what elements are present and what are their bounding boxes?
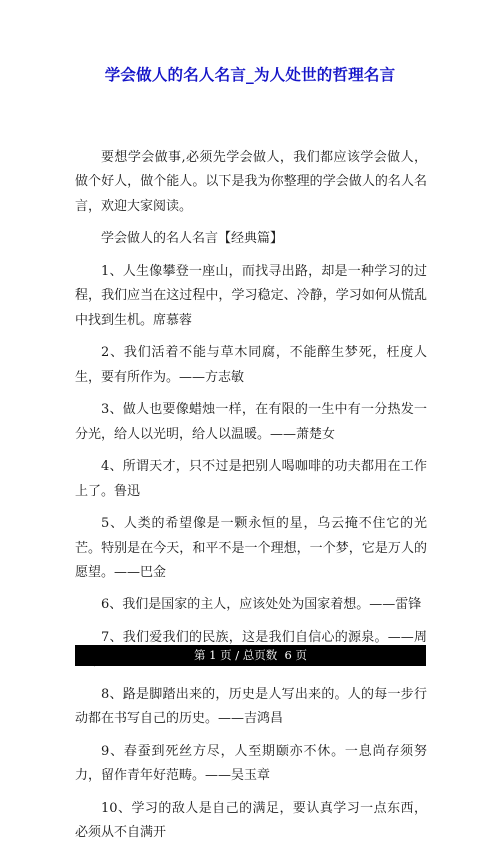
page-counter: 第 1 页 / 总页数 6 页 xyxy=(193,648,308,662)
page-footer xyxy=(75,645,426,666)
quote-item: 4、所谓天才，只不过是把别人喝咖啡的功夫都用在工作上了。鲁迅 xyxy=(75,459,427,499)
quote-item: 5、人类的希望像是一颗永恒的星，乌云掩不住它的光芒。特别是在今天，和平不是一个理想，一个梦，它是万人的愿望。——巴金 xyxy=(75,516,427,580)
quote-item: 8、路是脚踏出来的，历史是人写出来的。人的每一步行动都在书写自己的历史。——吉鸿昌 xyxy=(75,687,427,727)
quote-item: 6、我们是国家的主人，应该处处为国家着想。——雷锋 xyxy=(101,597,422,613)
section-heading: 学会做人的名人名言【经典篇】 xyxy=(101,231,284,247)
quote-item: 1、人生像攀登一座山，而找寻出路，却是一种学习的过程，我们应当在这过程中，学习稳定、冷静，学习如何从慌乱中找到生机。席慕蓉 xyxy=(75,263,427,328)
quote-item: 9、春蚕到死丝方尽，人至期颐亦不休。一息尚存须努力，留作青年好范畴。——吴玉章 xyxy=(75,744,427,784)
quote-item: 3、做人也要像蜡烛一样，在有限的一生中有一分热发一分光，给人以光明，给人以温暖。——萧楚女 xyxy=(75,402,427,442)
quote-item: 7、我们爱我们的民族，这是我们自信心的源泉。——周 xyxy=(101,630,427,646)
quote-item: 2、我们活着不能与草木同腐，不能醉生梦死，枉度人生，要有所作为。——方志敏 xyxy=(75,345,427,385)
quote-item: 10、学习的敌人是自己的满足，要认真学习一点东西，必须从不自满开 xyxy=(75,801,427,841)
intro-paragraph: 要想学会做事,必须先学会做人，我们都应该学会做人，做个好人，做个能人。以下是我为你整理的学会做人的名人名言，欢迎大家阅读。 xyxy=(75,150,427,214)
document-title: 学会做人的名人名言_为人处世的哲理名言 xyxy=(104,65,396,84)
document-body xyxy=(75,146,427,854)
